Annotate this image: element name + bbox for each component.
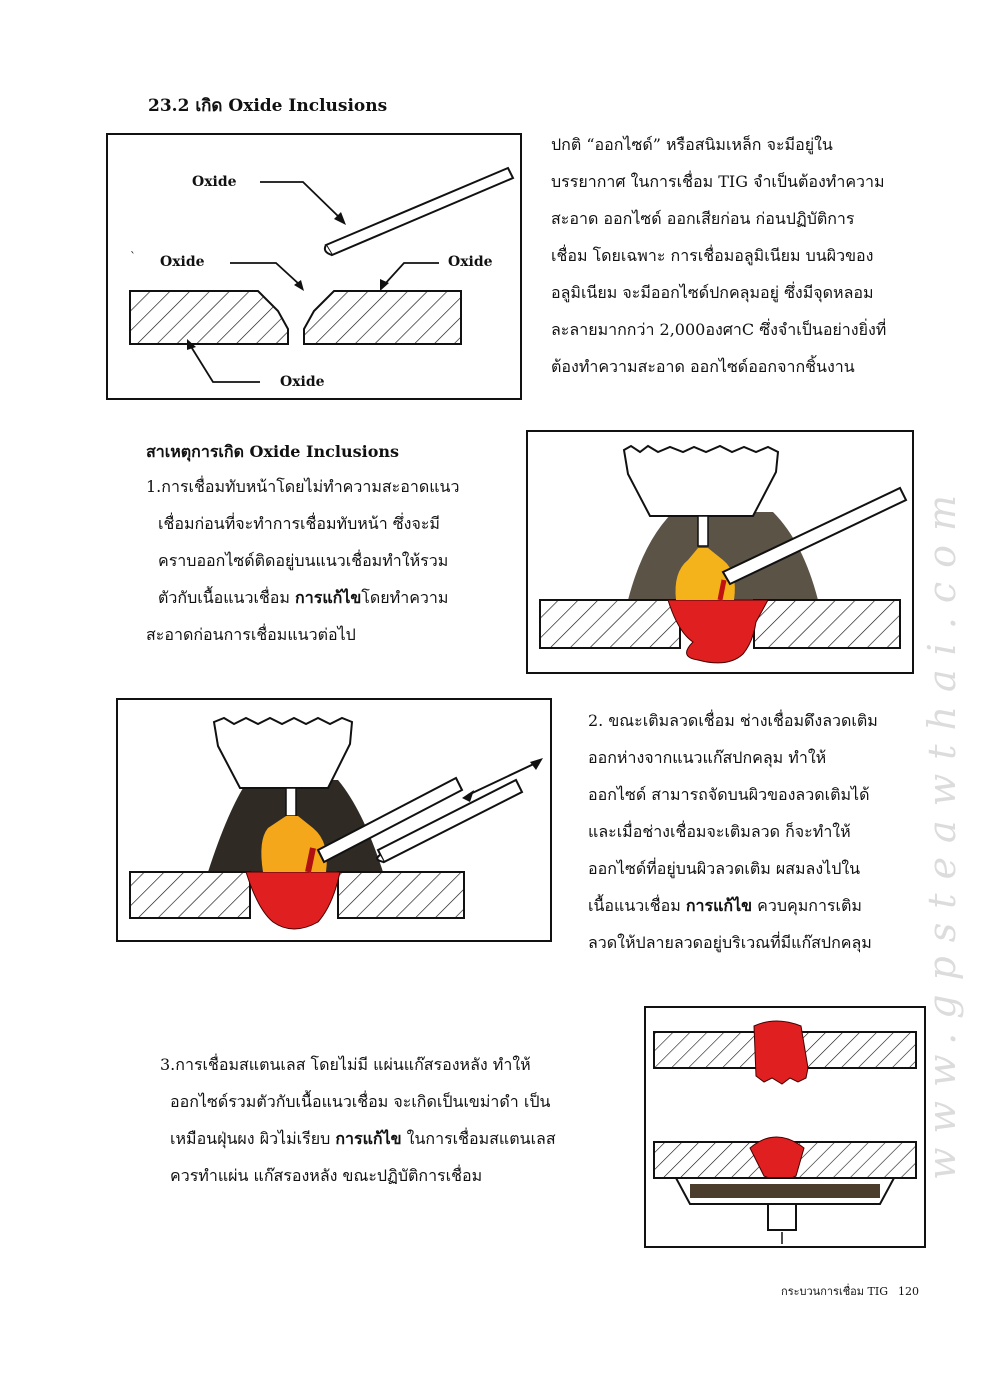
oxide-diagram [106, 133, 522, 400]
cause1-text: ตัวกับเนื้อแนวเชื่อม [158, 588, 296, 607]
weld-diagram-filler-pull [116, 698, 552, 942]
cause2-line: 2. ขณะเติมลวดเชื่อม ช่างเชื่อมดึงลวดเติม [588, 711, 878, 730]
oxide-label-left: Oxide [160, 254, 205, 270]
cause2-line: ออกไซด์ที่อยู่บนผิวลวดเติม ผสมลงไปใน [588, 859, 861, 878]
intro-line: อลูมิเนียม จะมีออกไซด์ปกคลุมอยู่ ซึ่งมีจุดหลอม [551, 283, 874, 302]
torch-nozzle [624, 446, 778, 516]
oxide-label-right: Oxide [448, 254, 493, 270]
oxide-label-bottom: Oxide [280, 374, 325, 390]
svg-text:`: ` [130, 250, 136, 264]
cause3-block [160, 1046, 556, 1194]
watermark [917, 300, 977, 1200]
cause3-line: 3.การเชื่อมสแตนเลส โดยไม่มี แผ่นแก๊สรองหลัง ทำให้ [160, 1055, 531, 1074]
cause2-line: ออกไซด์ สามารถจัดบนผิวของลวดเติมได้ [588, 785, 870, 804]
cause3-line [160, 1120, 556, 1157]
causes-title: สาเหตุการเกิด Oxide Inclusions [146, 442, 399, 461]
footer-title: กระบวนการเชื่อม TIG [781, 1285, 888, 1298]
cause1-block [146, 436, 459, 653]
intro-line: ต้องทำความสะอาด ออกไซด์ออกจากชิ้นงาน [551, 357, 855, 376]
cause1-line: 1.การเชื่อมทับหน้าโดยไม่ทำความสะอาดแนว [146, 477, 460, 496]
cause1-text: โดยทำความ [361, 588, 449, 607]
cause3-text: เหมือนฝุ่นผง ผิวไม่เรียบ [170, 1129, 336, 1148]
fix-label: การแก้ไข [335, 1129, 402, 1148]
plate-right [304, 291, 461, 344]
intro-line: สะอาด ออกไซด์ ออกเสียก่อน ก่อนปฏิบัติการ [551, 209, 855, 228]
intro-line: ละลายมากกว่า 2,000องศาC ซึ่งจำเป็นอย่างยิ่งที่ [551, 320, 887, 339]
cause1-line [146, 579, 459, 616]
oxide-label-top: Oxide [192, 174, 237, 190]
intro-line: เชื่อม โดยเฉพาะ การเชื่อมอลูมิเนียม บนผิวของ [551, 246, 874, 265]
cause2-line: และเมื่อช่างเชื่อมจะเติมลวด ก็จะทำให้ [588, 822, 851, 841]
cause2-line: ออกห่างจากแนวแก๊สปกคลุม ทำให้ [588, 748, 827, 767]
intro-line: บรรยากาศ ในการเชื่อม TIG จำเป็นต้องทำความ [551, 172, 885, 191]
stainless-backing-diagram [644, 1006, 926, 1248]
filler-rod [325, 168, 513, 255]
section-heading: 23.2 เกิด Oxide Inclusions [148, 96, 388, 116]
cause2-line: ลวดให้ปลายลวดอยู่บริเวณที่มีแก๊สปกคลุม [588, 933, 872, 952]
page-footer [781, 1282, 919, 1300]
plate-left [130, 291, 288, 344]
cause2-line [588, 887, 878, 924]
torch-nozzle [214, 718, 352, 788]
intro-line: ปกติ “ออกไซด์” หรือสนิมเหล็ก จะมีอยู่ใน [551, 135, 833, 154]
intro-paragraph [551, 126, 886, 385]
fix-label: การแก้ไข [295, 588, 362, 607]
fix-label: การแก้ไข [685, 896, 753, 915]
cause1-line: เชื่อมก่อนที่จะทำการเชื่อมทับหน้า ซึ่งจะมี [158, 514, 440, 533]
cause2-text: ควบคุมการเติม [752, 896, 862, 915]
page-number: 120 [898, 1285, 919, 1298]
cause2-block [588, 702, 878, 961]
watermark-text: www.gpsteawthai.com [920, 480, 964, 1180]
cause2-text: เนื้อแนวเชื่อม [588, 896, 686, 915]
cause3-line: ออกไซด์รวมตัวกับเนื้อแนวเชื่อม จะเกิดเป็นเขม่าดำ เป็น [170, 1092, 551, 1111]
cause1-line: สะอาดก่อนการเชื่อมแนวต่อไป [146, 625, 356, 644]
cause1-line: คราบออกไซด์ติดอยู่บนแนวเชื่อมทำให้รวม [158, 551, 449, 570]
cause3-line: ควรทำแผ่น แก๊สรองหลัง ขณะปฏิบัติการเชื่อม [170, 1166, 483, 1185]
weld-diagram-overlap [526, 430, 914, 674]
cause3-text: ในการเชื่อมสแตนเลส [401, 1129, 556, 1148]
